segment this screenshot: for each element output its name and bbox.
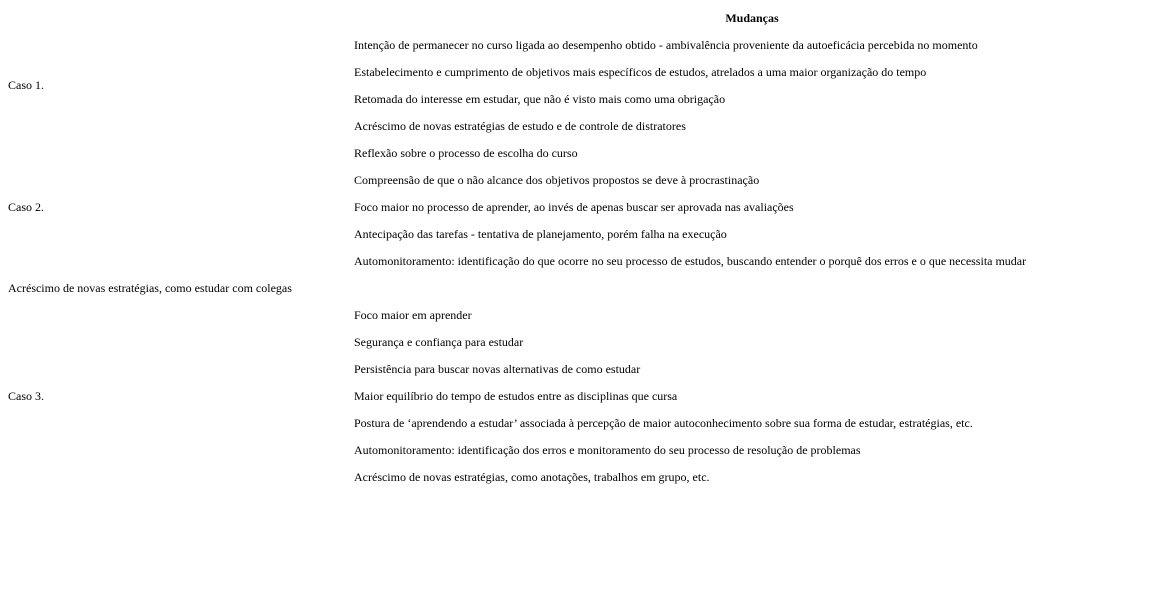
change-item: Estabelecimento e cumprimento de objetivos mais específicos de estudos, atrelados a uma maior organização do tempo (354, 65, 927, 79)
change-item: Automonitoramento: identificação dos erros e monitoramento do seu processo de resolução de problemas (354, 443, 861, 457)
row-label-acrescimo: Acréscimo de novas estratégias, como estudar com colegas (8, 281, 292, 295)
case-label-3: Caso 3. (8, 389, 44, 403)
change-item: Antecipação das tarefas - tentativa de planejamento, porém falha na execução (354, 227, 727, 241)
case-label-2: Caso 2. (8, 200, 44, 214)
change-item: Foco maior no processo de aprender, ao invés de apenas buscar ser aprovada nas avaliações (354, 200, 794, 214)
change-item: Postura de ‘aprendendo a estudar’ associada à percepção de maior autoconhecimento sobre sua forma de estudar, estratégias, etc. (354, 416, 973, 430)
change-item: Acréscimo de novas estratégias de estudo e de controle de distratores (354, 119, 686, 133)
change-item: Foco maior em aprender (354, 308, 472, 322)
change-item: Segurança e confiança para estudar (354, 335, 524, 349)
change-item: Automonitoramento: identificação do que ocorre no seu processo de estudos, buscando entender o porquê dos erros e o que necessita mudar (354, 254, 1027, 268)
change-item: Intenção de permanecer no curso ligada ao desempenho obtido - ambivalência proveniente da autoeficácia percebida no momento (354, 38, 978, 52)
change-item: Acréscimo de novas estratégias, como anotações, trabalhos em grupo, etc. (354, 470, 710, 484)
change-item: Reflexão sobre o processo de escolha do curso (354, 146, 578, 160)
case-label-1: Caso 1. (8, 78, 44, 92)
column-header-mudancas: Mudanças (725, 11, 779, 25)
change-item: Compreensão de que o não alcance dos objetivos propostos se deve à procrastinação (354, 173, 760, 187)
change-item: Persistência para buscar novas alternativas de como estudar (354, 362, 641, 376)
change-item: Maior equilíbrio do tempo de estudos entre as disciplinas que cursa (354, 389, 678, 403)
change-item: Retomada do interesse em estudar, que não é visto mais como uma obrigação (354, 92, 726, 106)
